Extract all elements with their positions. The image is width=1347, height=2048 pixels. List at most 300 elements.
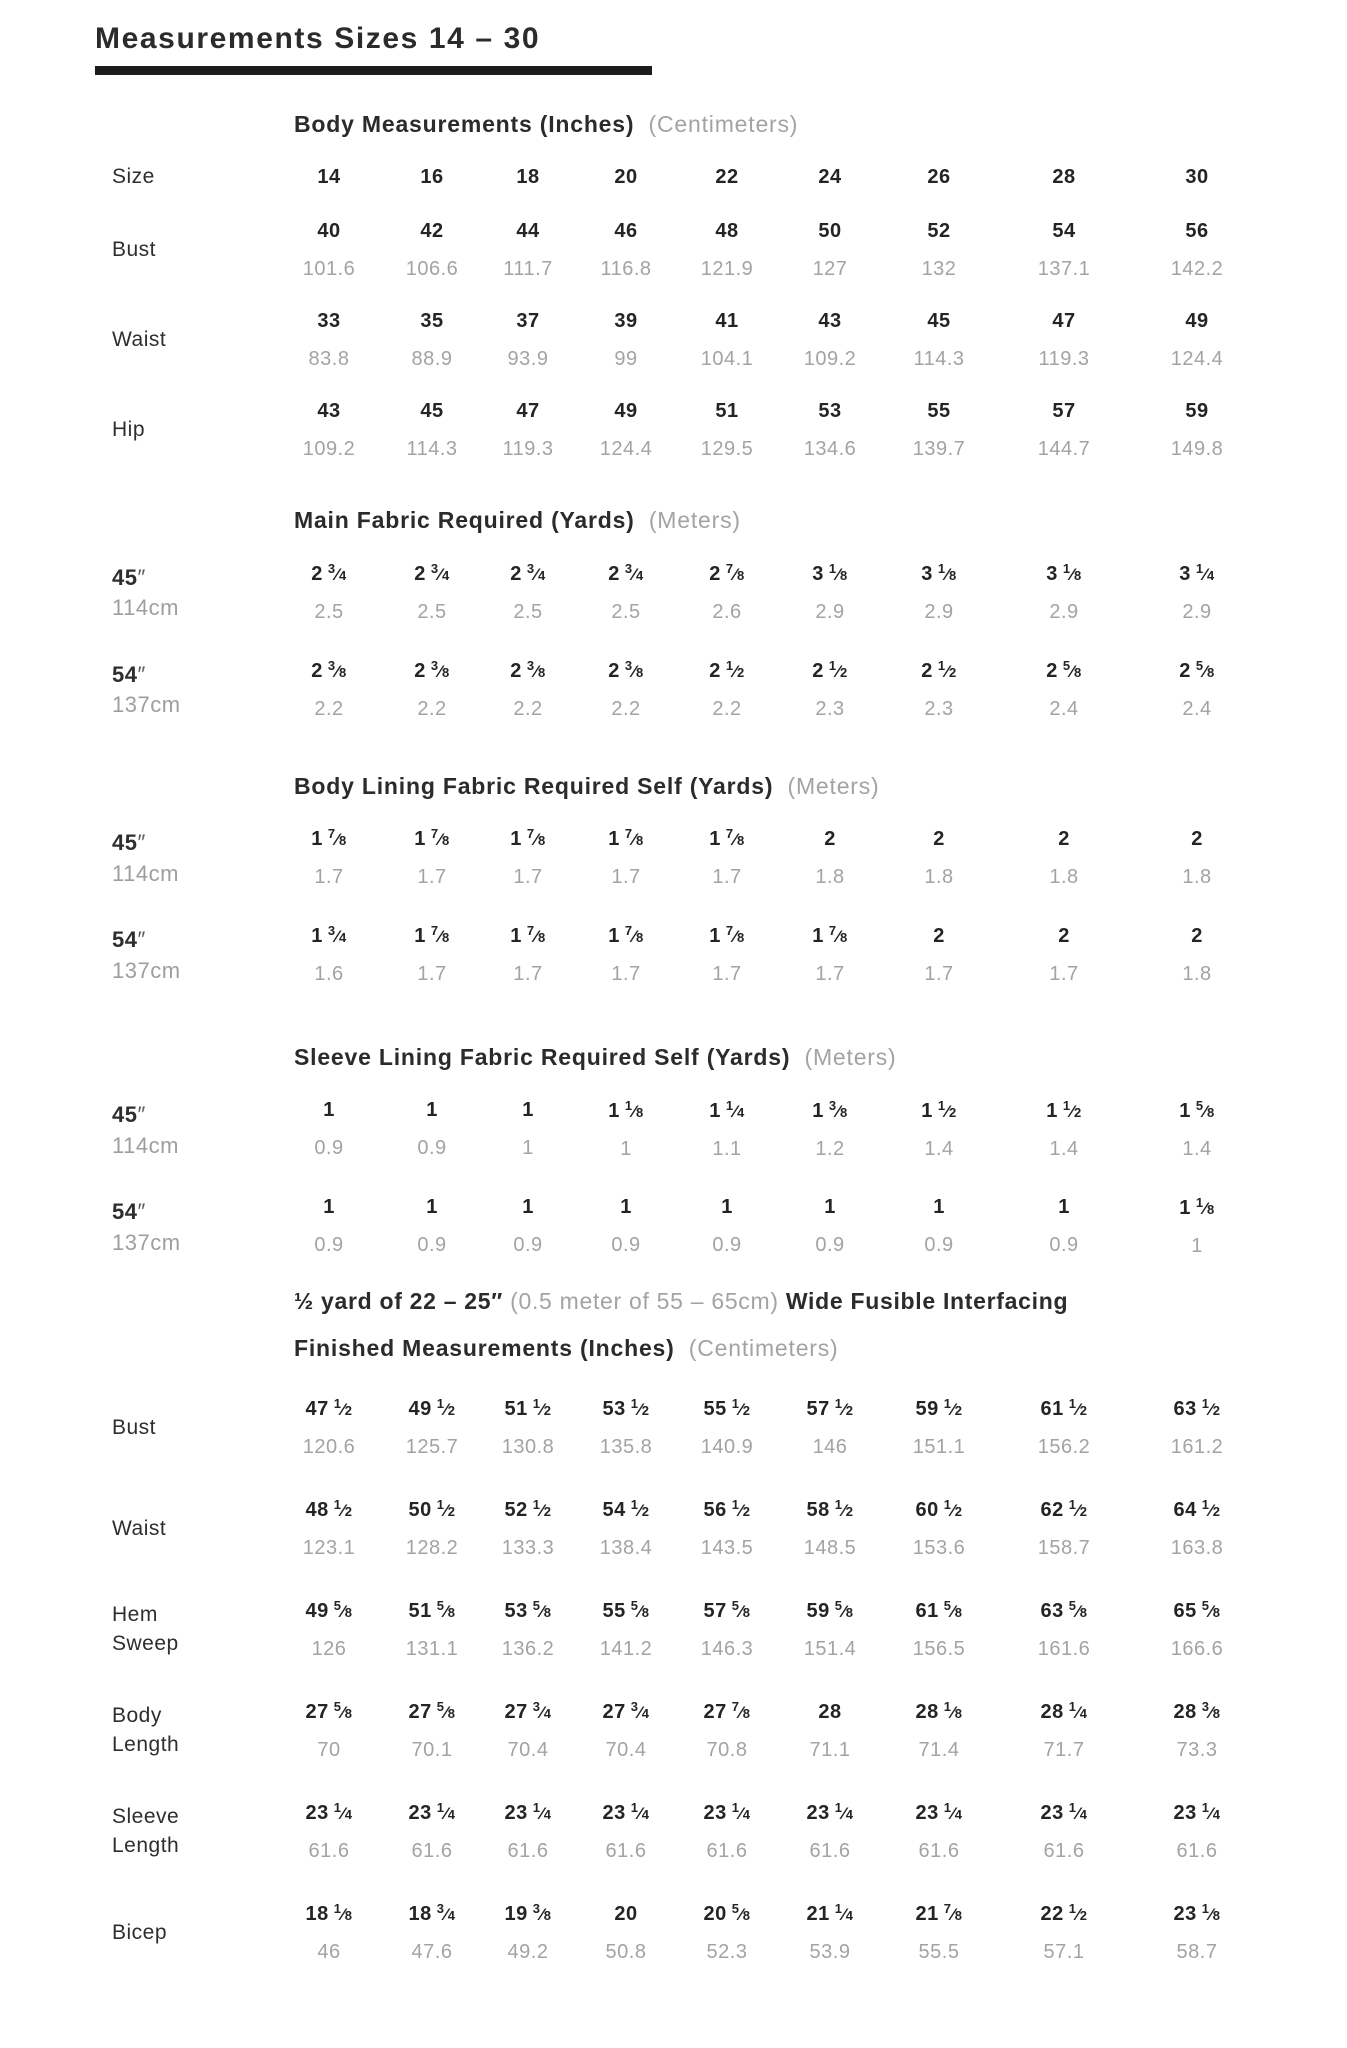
value-cell <box>480 826 576 889</box>
inches-value: 2 $^3$⁄4 <box>414 560 450 585</box>
centimeters-value: 2.9 <box>815 600 845 623</box>
measurement-row <box>78 561 1347 624</box>
value-cell <box>996 219 1132 281</box>
measurement-row <box>78 658 1347 721</box>
inches-value: 23 $^1$⁄8 <box>1173 1901 1221 1926</box>
inches-value: 27 $^7$⁄8 <box>703 1699 751 1724</box>
value-cell <box>274 165 384 189</box>
row-label-main: 45″ <box>112 830 146 856</box>
centimeters-value: 146 <box>812 1436 848 1459</box>
inches-value: 37 <box>516 309 540 332</box>
inches-value: 2 $^3$⁄8 <box>311 657 347 682</box>
inches-value: 1 <box>620 1196 632 1219</box>
value-cell <box>480 165 576 189</box>
centimeters-value: 71.1 <box>809 1738 851 1761</box>
value-cell <box>778 923 882 986</box>
inches-value: 2 $^1$⁄2 <box>709 657 745 682</box>
value-cell <box>480 1195 576 1257</box>
centimeters-value: 146.3 <box>700 1638 754 1661</box>
centimeters-value: 0.9 <box>417 1137 447 1160</box>
value-cell <box>778 309 882 371</box>
centimeters-value: 128.2 <box>405 1537 459 1560</box>
centimeters-value: 106.6 <box>405 257 459 280</box>
inches-value: 1 <box>721 1196 733 1219</box>
row-label <box>78 1100 274 1159</box>
value-cell <box>676 1699 778 1762</box>
value-cell <box>882 165 996 189</box>
measurement-row <box>78 1195 1347 1258</box>
section-body-lining <box>78 773 1347 987</box>
value-cell <box>1132 1497 1262 1560</box>
section-title-body-lining <box>294 773 1347 801</box>
value-cell <box>996 1497 1132 1560</box>
section-title-sub: (Meters) <box>648 506 741 533</box>
centimeters-value: 0.9 <box>314 1137 344 1160</box>
centimeters-value: 1.7 <box>815 963 845 986</box>
inches-value: 64 $^1$⁄2 <box>1173 1497 1221 1522</box>
row-label <box>78 1414 274 1442</box>
centimeters-value: 101.6 <box>302 257 356 280</box>
centimeters-value: 104.1 <box>700 347 754 370</box>
value-cell <box>676 658 778 721</box>
value-cell <box>882 1901 996 1964</box>
centimeters-value: 124.4 <box>1170 347 1224 370</box>
value-cell <box>778 1700 882 1762</box>
inches-value: 23 $^1$⁄4 <box>1173 1800 1221 1825</box>
centimeters-value: 46 <box>317 1941 341 1964</box>
centimeters-value: 111.7 <box>503 257 553 280</box>
interfacing-note-tail: Wide Fusible Interfacing <box>785 1287 1069 1314</box>
centimeters-value: 58.7 <box>1176 1941 1218 1964</box>
inches-value: 47 <box>1052 309 1076 332</box>
centimeters-value: 1.8 <box>1182 865 1212 888</box>
inches-value: 58 $^1$⁄2 <box>806 1497 854 1522</box>
value-cell <box>778 1800 882 1863</box>
value-cell <box>576 826 676 889</box>
value-cell <box>676 1598 778 1661</box>
value-cell <box>576 658 676 721</box>
value-cell <box>1132 309 1262 371</box>
centimeters-value: 73.3 <box>1176 1739 1218 1762</box>
centimeters-value: 148.5 <box>803 1537 857 1560</box>
value-cell <box>676 561 778 624</box>
centimeters-value: 139.7 <box>912 437 966 460</box>
inches-value: 1 $^7$⁄8 <box>608 826 644 851</box>
inches-value: 45 <box>927 309 951 332</box>
centimeters-value: 61.6 <box>1176 1840 1218 1863</box>
title-underline <box>95 66 652 75</box>
value-cell <box>882 219 996 281</box>
value-cell <box>274 826 384 889</box>
centimeters-value: 70.1 <box>411 1739 453 1762</box>
centimeters-value: 1.6 <box>314 963 344 986</box>
inches-value: 27 $^3$⁄4 <box>602 1699 650 1724</box>
centimeters-value: 61.6 <box>308 1840 350 1863</box>
centimeters-value: 156.2 <box>1037 1436 1091 1459</box>
value-cell <box>778 219 882 281</box>
inch-prime-mark: ″ <box>137 830 146 856</box>
value-cell <box>778 561 882 624</box>
inch-prime-mark: ″ <box>137 927 146 953</box>
inches-value: 1 <box>426 1196 438 1219</box>
centimeters-value: 166.6 <box>1170 1638 1224 1661</box>
row-label-main: Hem Sweep <box>112 1603 179 1655</box>
centimeters-value: 2.4 <box>1182 697 1212 720</box>
inches-value: 2 $^1$⁄2 <box>921 657 957 682</box>
centimeters-value: 57.1 <box>1043 1941 1085 1964</box>
centimeters-value: 0.9 <box>314 1234 344 1257</box>
centimeters-value: 119.3 <box>502 437 554 460</box>
centimeters-value: 142.2 <box>1170 257 1224 280</box>
value-cell <box>882 1598 996 1661</box>
value-cell <box>778 1098 882 1161</box>
centimeters-value: 120.6 <box>302 1436 356 1459</box>
centimeters-value: 129.5 <box>700 437 754 460</box>
inch-prime-mark: ″ <box>137 1198 146 1224</box>
centimeters-value: 2.4 <box>1049 697 1079 720</box>
section-title-sub: (Centimeters) <box>688 1334 839 1361</box>
value-cell <box>480 923 576 986</box>
centimeters-value: 1.8 <box>1049 865 1079 888</box>
finished-measurement-rows <box>78 1396 1347 1964</box>
row-label-sub: 114cm <box>112 595 179 621</box>
row-label <box>78 1702 274 1759</box>
inches-value: 51 $^1$⁄2 <box>504 1396 552 1421</box>
centimeters-value: 61.6 <box>918 1840 960 1863</box>
value-cell <box>1132 827 1262 889</box>
inches-value: 20 <box>614 165 638 188</box>
value-cell <box>384 1396 480 1459</box>
centimeters-value: 153.6 <box>912 1537 966 1560</box>
size-header-row <box>78 163 1347 191</box>
inches-value: 50 <box>818 219 842 242</box>
centimeters-value: 1.7 <box>611 963 641 986</box>
inches-value: 28 $^1$⁄4 <box>1040 1699 1088 1724</box>
value-cell <box>480 399 576 461</box>
inches-value: 55 $^5$⁄8 <box>602 1598 650 1623</box>
inches-value: 26 <box>927 165 951 188</box>
value-cell <box>384 309 480 371</box>
centimeters-value: 1.8 <box>815 865 845 888</box>
centimeters-value: 1.8 <box>1182 962 1212 985</box>
measurement-row <box>78 1396 1347 1459</box>
inches-value: 63 $^5$⁄8 <box>1040 1598 1088 1623</box>
inches-value: 59 <box>1185 399 1209 422</box>
value-cell <box>1132 924 1262 986</box>
value-cell <box>882 561 996 624</box>
centimeters-value: 61.6 <box>706 1840 748 1863</box>
inches-value: 49 <box>1185 309 1209 332</box>
centimeters-value: 135.8 <box>599 1436 653 1459</box>
value-cell <box>882 1497 996 1560</box>
centimeters-value: 161.6 <box>1037 1638 1091 1661</box>
inches-value: 45 <box>420 399 444 422</box>
row-label <box>78 1919 274 1947</box>
centimeters-value: 1.4 <box>924 1137 954 1160</box>
section-title-main: Body Lining Fabric Required Self (Yards) <box>294 772 774 799</box>
inches-value: 28 <box>818 1700 842 1723</box>
row-label <box>78 326 274 354</box>
centimeters-value: 2.9 <box>1049 600 1079 623</box>
inches-value: 3 $^1$⁄8 <box>1046 560 1082 585</box>
inches-value: 18 $^3$⁄4 <box>408 1901 456 1926</box>
inches-value: 20 $^5$⁄8 <box>703 1901 751 1926</box>
inches-value: 2 $^7$⁄8 <box>709 560 745 585</box>
value-cell <box>676 1901 778 1964</box>
value-cell <box>274 219 384 281</box>
row-label-main: Sleeve Length <box>112 1805 180 1857</box>
centimeters-value: 0.9 <box>417 1234 447 1257</box>
value-cell <box>778 1901 882 1964</box>
value-cell <box>274 1098 384 1160</box>
inches-value: 1 $^7$⁄8 <box>709 826 745 851</box>
centimeters-value: 70.4 <box>605 1739 647 1762</box>
inches-value: 2 $^3$⁄8 <box>510 657 546 682</box>
centimeters-value: 2.2 <box>417 697 447 720</box>
centimeters-value: 61.6 <box>1043 1840 1085 1863</box>
centimeters-value: 109.2 <box>302 437 356 460</box>
value-cell <box>384 399 480 461</box>
inches-value: 28 $^3$⁄8 <box>1173 1699 1221 1724</box>
centimeters-value: 1.4 <box>1182 1137 1212 1160</box>
value-cell <box>676 165 778 189</box>
inches-value: 23 $^1$⁄4 <box>504 1800 552 1825</box>
value-cell <box>274 1800 384 1863</box>
centimeters-value: 1.7 <box>417 963 447 986</box>
inches-value: 2 $^5$⁄8 <box>1046 657 1082 682</box>
row-label-sub: 137cm <box>112 1229 181 1255</box>
measurement-row <box>78 826 1347 889</box>
value-cell <box>676 1098 778 1161</box>
value-cell <box>576 165 676 189</box>
centimeters-value: 1.7 <box>417 866 447 889</box>
centimeters-value: 151.1 <box>912 1436 966 1459</box>
value-cell <box>274 1699 384 1762</box>
measurement-row <box>78 399 1347 461</box>
value-cell <box>274 1598 384 1661</box>
value-cell <box>996 1598 1132 1661</box>
row-label-sub: 137cm <box>112 957 181 983</box>
inches-value: 56 <box>1185 219 1209 242</box>
row-label-main: Bust <box>112 1415 157 1439</box>
centimeters-value: 55.5 <box>918 1941 960 1964</box>
value-cell <box>384 165 480 189</box>
centimeters-value: 2.6 <box>712 600 742 623</box>
centimeters-value: 0.9 <box>1049 1234 1079 1257</box>
value-cell <box>882 658 996 721</box>
inches-value: 1 $^7$⁄8 <box>311 826 347 851</box>
body-lining-rows <box>78 826 1347 986</box>
value-cell <box>676 826 778 889</box>
centimeters-value: 136.2 <box>501 1638 555 1661</box>
value-cell <box>1132 658 1262 721</box>
inches-value: 48 $^1$⁄2 <box>305 1497 353 1522</box>
inches-value: 2 $^5$⁄8 <box>1179 657 1215 682</box>
value-cell <box>384 1195 480 1257</box>
inches-value: 1 $^1$⁄8 <box>608 1097 644 1122</box>
inches-value: 30 <box>1185 165 1209 188</box>
body-measurement-rows <box>78 219 1347 461</box>
inches-value: 23 $^1$⁄4 <box>305 1800 353 1825</box>
value-cell <box>882 924 996 986</box>
measurement-row <box>78 1598 1347 1661</box>
value-cell <box>996 924 1132 986</box>
centimeters-value: 2.5 <box>314 600 344 623</box>
inches-value: 19 $^3$⁄8 <box>504 1901 552 1926</box>
centimeters-value: 50.8 <box>605 1940 647 1963</box>
centimeters-value: 83.8 <box>308 347 350 370</box>
value-cell <box>1132 1098 1262 1161</box>
centimeters-value: 1 <box>1191 1234 1203 1257</box>
value-cell <box>274 1396 384 1459</box>
inches-value: 1 $^1$⁄8 <box>1179 1194 1215 1219</box>
inches-value: 27 $^5$⁄8 <box>408 1699 456 1724</box>
inches-value: 48 <box>715 219 739 242</box>
inches-value: 23 $^1$⁄4 <box>602 1800 650 1825</box>
centimeters-value: 2.9 <box>1182 600 1212 623</box>
measurement-row <box>78 923 1347 986</box>
value-cell <box>384 1800 480 1863</box>
value-cell <box>1132 399 1262 461</box>
centimeters-value: 1.7 <box>513 866 543 889</box>
centimeters-value: 116.8 <box>600 257 652 280</box>
inches-value: 23 $^1$⁄4 <box>408 1800 456 1825</box>
centimeters-value: 131.1 <box>405 1638 459 1661</box>
value-cell <box>996 827 1132 889</box>
section-title-sub: (Meters) <box>787 772 880 799</box>
centimeters-value: 133.3 <box>501 1537 555 1560</box>
centimeters-value: 47.6 <box>411 1941 453 1964</box>
inches-value: 2 <box>1058 827 1070 850</box>
value-cell <box>576 1699 676 1762</box>
inches-value: 21 $^1$⁄4 <box>806 1901 854 1926</box>
centimeters-value: 137.1 <box>1037 257 1091 280</box>
value-cell <box>1132 561 1262 624</box>
measurement-row <box>78 1800 1347 1863</box>
centimeters-value: 1.7 <box>513 963 543 986</box>
inches-value: 2 <box>824 827 836 850</box>
interfacing-note-metric: (0.5 meter of 55 – 65cm) <box>510 1287 779 1314</box>
value-cell <box>996 658 1132 721</box>
value-cell <box>384 561 480 624</box>
centimeters-value: 1.4 <box>1049 1137 1079 1160</box>
row-label <box>78 1601 274 1658</box>
centimeters-value: 151.4 <box>803 1638 857 1661</box>
value-cell <box>778 827 882 889</box>
inches-value: 43 <box>317 399 341 422</box>
centimeters-value: 144.7 <box>1037 437 1091 460</box>
value-cell <box>576 1497 676 1560</box>
centimeters-value: 93.9 <box>507 347 549 370</box>
row-label-main: Size <box>112 164 155 188</box>
inches-value: 27 $^5$⁄8 <box>305 1699 353 1724</box>
inches-value: 2 $^3$⁄4 <box>608 560 644 585</box>
centimeters-value: 2.5 <box>611 600 641 623</box>
value-cell <box>996 309 1132 371</box>
centimeters-value: 1.7 <box>1049 962 1079 985</box>
value-cell <box>576 1195 676 1257</box>
inches-value: 50 $^1$⁄2 <box>408 1497 456 1522</box>
centimeters-value: 61.6 <box>507 1840 549 1863</box>
value-cell <box>480 1800 576 1863</box>
measurement-row <box>78 1699 1347 1762</box>
inches-value: 60 $^1$⁄2 <box>915 1497 963 1522</box>
section-title-sub: (Meters) <box>804 1044 897 1071</box>
row-label-main: Body Length <box>112 1704 180 1756</box>
centimeters-value: 99 <box>614 347 638 370</box>
value-cell <box>1132 1598 1262 1661</box>
value-cell <box>1132 165 1262 189</box>
centimeters-value: 2.5 <box>417 600 447 623</box>
value-cell <box>676 1800 778 1863</box>
centimeters-value: 121.9 <box>700 257 754 280</box>
inches-value: 55 $^1$⁄2 <box>703 1396 751 1421</box>
centimeters-value: 2.3 <box>924 697 954 720</box>
value-cell <box>274 561 384 624</box>
centimeters-value: 132 <box>921 257 957 280</box>
centimeters-value: 2.2 <box>513 697 543 720</box>
section-sleeve-lining <box>78 1044 1347 1258</box>
centimeters-value: 125.7 <box>405 1436 459 1459</box>
inches-value: 65 $^5$⁄8 <box>1173 1598 1221 1623</box>
section-main-fabric <box>78 507 1347 721</box>
inches-value: 2 <box>1191 924 1203 947</box>
value-cell <box>274 399 384 461</box>
value-cell <box>384 1598 480 1661</box>
centimeters-value: 2.9 <box>924 600 954 623</box>
inches-value: 52 <box>927 219 951 242</box>
centimeters-value: 71.7 <box>1043 1739 1085 1762</box>
centimeters-value: 114.3 <box>913 347 965 370</box>
centimeters-value: 1.7 <box>924 962 954 985</box>
value-cell <box>996 1396 1132 1459</box>
row-label-main: Bust <box>112 237 157 261</box>
value-cell <box>576 923 676 986</box>
inches-value: 22 $^1$⁄2 <box>1040 1901 1088 1926</box>
centimeters-value: 2.2 <box>611 697 641 720</box>
inches-value: 54 <box>1052 219 1076 242</box>
centimeters-value: 2.2 <box>712 697 742 720</box>
value-cell <box>576 399 676 461</box>
centimeters-value: 61.6 <box>809 1840 851 1863</box>
centimeters-value: 70.8 <box>706 1739 748 1762</box>
section-title-main: Sleeve Lining Fabric Required Self (Yards) <box>294 1044 791 1071</box>
value-cell <box>778 1396 882 1459</box>
inches-value: 1 <box>323 1099 335 1122</box>
value-cell <box>882 1699 996 1762</box>
value-cell <box>882 1098 996 1161</box>
value-cell <box>384 1098 480 1160</box>
value-cell <box>996 561 1132 624</box>
inches-value: 1 $^7$⁄8 <box>414 923 450 948</box>
value-cell <box>1132 1901 1262 1964</box>
row-label-main: Waist <box>112 1516 167 1540</box>
inches-value: 23 $^1$⁄4 <box>1040 1800 1088 1825</box>
section-title-sub: (Centimeters) <box>648 111 799 137</box>
inches-value: 14 <box>317 165 341 188</box>
inch-prime-mark: ″ <box>137 661 146 687</box>
inches-value: 23 $^1$⁄4 <box>806 1800 854 1825</box>
centimeters-value: 0.9 <box>513 1234 543 1257</box>
page-title: Measurements Sizes 14 – 30 <box>95 22 541 55</box>
main-fabric-rows <box>78 561 1347 721</box>
value-cell <box>384 1497 480 1560</box>
value-cell <box>576 1598 676 1661</box>
value-cell <box>480 1497 576 1560</box>
value-cell <box>996 1699 1132 1762</box>
row-label-sub: 137cm <box>112 692 181 718</box>
centimeters-value: 52.3 <box>706 1941 748 1964</box>
